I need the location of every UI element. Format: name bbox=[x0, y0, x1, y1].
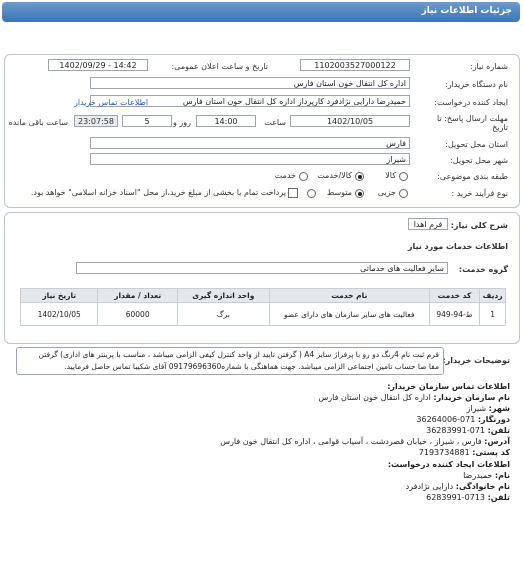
org-city-value: شیراز bbox=[466, 404, 487, 413]
process-major-radio[interactable] bbox=[307, 189, 316, 198]
announce-label: تاریخ و ساعت اعلان عمومی: bbox=[171, 62, 268, 71]
category-service-radio[interactable] bbox=[299, 172, 308, 181]
cell-row: 1 bbox=[480, 303, 506, 326]
summary-label: شرح کلی نیاز: bbox=[450, 221, 508, 230]
cell-date: 1402/10/05 bbox=[21, 303, 98, 326]
deadline-label: مهلت ارسال پاسخ: تا bbox=[436, 114, 508, 123]
org-city-line bbox=[467, 404, 511, 413]
cell-code: ط-94-949 bbox=[429, 303, 480, 326]
remaining-time-field: 23:07:58 bbox=[74, 115, 118, 127]
treasury-payment-checkbox[interactable] bbox=[288, 188, 298, 198]
cell-name: فعالیت های سایر سازمان های دارای عضو bbox=[269, 303, 429, 326]
buyer-field: اداره کل انتقال خون استان فارس bbox=[90, 77, 410, 89]
creator-field: حمیدرضا دارایی نژادفرد کارپرداز اداره کل انتقال خون استان فارس bbox=[90, 95, 410, 107]
org-phone-value: 071-36283991 bbox=[426, 426, 486, 435]
process-medium-radio[interactable] bbox=[355, 189, 364, 198]
col-row: ردیف bbox=[480, 289, 506, 303]
org-phone-label: تلفن: bbox=[487, 426, 510, 435]
days-remaining-field: 5 bbox=[122, 115, 172, 127]
buyer-notes-line-2: مفا صا حساب تامین اجتماعی الزامی میباشد. جهت هماهنگی با شماره09179696360 آقای شکیبا تماس حاصل فرمایید. bbox=[64, 362, 439, 371]
need-number-field: 1102003527000122 bbox=[300, 59, 410, 71]
org-address-line bbox=[220, 437, 510, 446]
org-name-value: اداره کل انتقال خون استان فارس bbox=[318, 393, 431, 402]
creator-phone-value: 0713-6283991 bbox=[426, 493, 486, 502]
announce-date-field: 1402/09/29 - 14:42 bbox=[48, 59, 148, 71]
creator-label: ایجاد کننده درخواست: bbox=[434, 98, 508, 107]
org-city-label: شهر: bbox=[488, 404, 510, 413]
process-minor-radio[interactable] bbox=[399, 189, 408, 198]
buyer-notes-box bbox=[16, 347, 444, 375]
creator-name-label: نام: bbox=[494, 471, 510, 480]
org-address-value: فارس ، شیراز ، خیابان قصردشت ، آسیاب قوامی ، اداره کل انتقال خون فارس bbox=[220, 437, 482, 446]
page-title: جزئیات اطلاعات نیاز bbox=[421, 6, 512, 16]
org-name-line bbox=[319, 393, 510, 402]
table-row bbox=[21, 303, 506, 326]
org-fax-line bbox=[416, 415, 510, 424]
remaining-label: ساعت باقی مانده bbox=[8, 118, 68, 127]
deadline-time-label: ساعت bbox=[264, 118, 286, 127]
need-number-label: شماره نیاز: bbox=[470, 62, 508, 71]
province-field: فارس bbox=[90, 137, 410, 149]
creator-name-value: حمیدرضا bbox=[463, 471, 493, 480]
col-unit: واحد اندازه گیری bbox=[177, 289, 269, 303]
buyer-label: نام دستگاه خریدار: bbox=[445, 80, 508, 89]
creator-phone-label: تلفن: bbox=[487, 493, 510, 502]
service-group-label: گروه خدمت: bbox=[458, 265, 508, 274]
service-group-field: سایر فعالیت های خدماتی bbox=[76, 262, 448, 274]
deadline-date-label: تاریخ bbox=[492, 123, 508, 132]
col-qty: تعداد / مقدار bbox=[98, 289, 177, 303]
days-label: روز و bbox=[173, 118, 191, 127]
org-fax-value: 071-36264006 bbox=[416, 415, 476, 424]
process-minor-label: جزیی bbox=[377, 188, 396, 197]
category-goods-service-label: کالا/خدمت bbox=[317, 171, 352, 180]
creator-phone-line bbox=[426, 493, 510, 502]
org-phone-line bbox=[426, 426, 510, 435]
summary-field: فرم اهدا bbox=[408, 218, 448, 230]
col-date: تاریخ نیاز bbox=[21, 289, 98, 303]
col-code: کد خدمت bbox=[429, 289, 480, 303]
page-header bbox=[2, 2, 520, 22]
buyer-notes-line-1: فرم ثبت نام 4رنگ دو رو با پرفراژ سایز A4 ( گرفتن تایید از واحد کنترل کیفی الزامی میباشد ، مناسب با پرینتر های اداری) گرفتن bbox=[38, 350, 439, 359]
process-medium-label: متوسط bbox=[326, 188, 352, 197]
org-fax-label: دورنگار: bbox=[477, 415, 510, 424]
process-label: نوع فرآیند خرید : bbox=[451, 189, 508, 198]
category-service-label: خدمت bbox=[274, 171, 296, 180]
buyer-notes-label: توضیحات خریدار: bbox=[442, 356, 510, 365]
org-postal-label: کد پستی: bbox=[472, 448, 510, 457]
category-label: طبقه بندی موضوعی: bbox=[437, 172, 508, 181]
category-goods-service-radio[interactable] bbox=[355, 172, 364, 181]
org-address-label: آدرس: bbox=[484, 437, 510, 446]
org-postal-value: 7193734881 bbox=[418, 448, 470, 457]
city-label: شهر محل تحویل: bbox=[450, 156, 508, 165]
cell-qty: 60000 bbox=[98, 303, 177, 326]
services-section-title: اطلاعات خدمات مورد نیاز bbox=[407, 242, 508, 251]
province-label: استان محل تحویل: bbox=[445, 140, 508, 149]
category-goods-label: کالا bbox=[385, 171, 396, 180]
creator-family-label: نام خانوادگی: bbox=[455, 482, 510, 491]
org-postal-line bbox=[419, 448, 510, 457]
services-table bbox=[20, 288, 506, 326]
buyer-contact-link[interactable]: اطلاعات تماس خریدار bbox=[74, 98, 149, 107]
org-name-label: نام سازمان خریدار: bbox=[433, 393, 510, 402]
col-name: نام خدمت bbox=[269, 289, 429, 303]
deadline-date-field: 1402/10/05 bbox=[290, 115, 410, 127]
creator-contact-title: اطلاعات ایجاد کننده درخواست: bbox=[387, 460, 510, 469]
treasury-payment-text: پرداخت تمام یا بخشی از مبلغ خرید،از محل "اسناد خزانه اسلامی" خواهد بود. bbox=[30, 188, 286, 197]
city-field: شیراز bbox=[90, 153, 410, 165]
table-header-row bbox=[21, 289, 506, 303]
category-goods-radio[interactable] bbox=[399, 172, 408, 181]
creator-family-line bbox=[406, 482, 510, 491]
deadline-time-field: 14:00 bbox=[196, 115, 256, 127]
creator-name-line bbox=[463, 471, 510, 480]
creator-family-value: دارایی نژادفرد bbox=[405, 482, 454, 491]
org-contact-title: اطلاعات تماس سازمان خریدار: bbox=[387, 382, 510, 391]
cell-unit: برگ bbox=[177, 303, 269, 326]
